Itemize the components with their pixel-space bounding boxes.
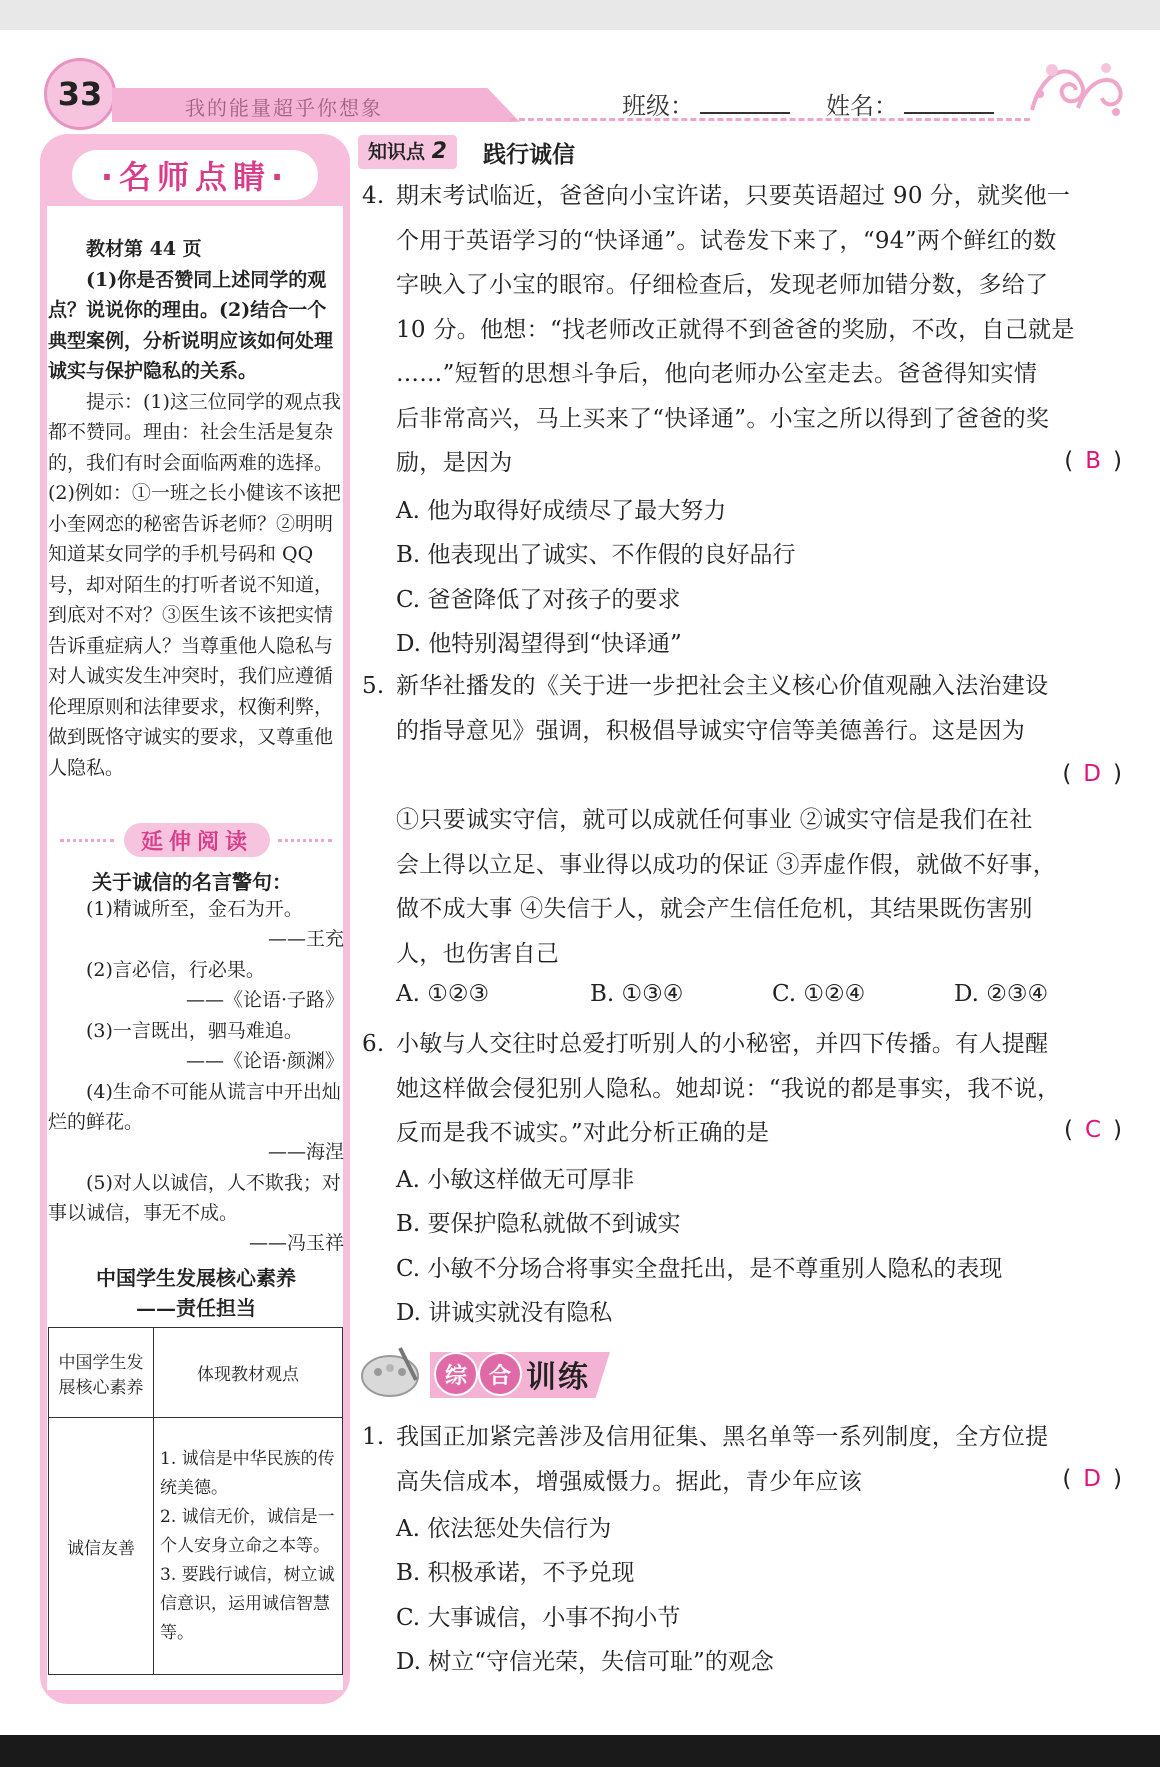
top-margin (0, 0, 1160, 30)
question-line: 的指导意见》强调，积极倡导诚实守信等美德善行。这是因为 (396, 717, 1026, 744)
option: C. 大事诚信，小事不拘小节 (396, 1605, 681, 1631)
q5-options (396, 981, 1116, 1007)
extended-reading-header (56, 823, 336, 857)
name-blank (904, 112, 994, 114)
question-number: 4. (362, 183, 385, 209)
statement-line: 做不成大事 ④失信于人，就会产生信任危机，其结果既伤害别 (396, 896, 1033, 922)
question-number: 1. (362, 1424, 385, 1450)
answer-letter: D (1083, 1466, 1102, 1492)
quote-source: ——《论语·子路》 (185, 989, 344, 1011)
question-line: 高失信成本，增强威慑力。据此，青少年应该 (396, 1468, 862, 1495)
answer-letter: D (1083, 761, 1102, 787)
question-line: 她这样做会侵犯别人隐私。她却说：“我说的都是事实，我不说， (396, 1075, 1061, 1102)
option: B. ①③④ (590, 981, 684, 1007)
sidebar-body (48, 234, 344, 783)
answer-letter: B (1085, 448, 1102, 474)
sidebar-question: (1)你是否赞同上述同学的观点？说说你的理由。(2)结合一个典型案例，分析说明应该如何处理诚实与保护隐私的关系。 (48, 268, 334, 382)
knowledge-point-header (358, 134, 575, 170)
knowledge-point-title: 践行诚信 (482, 141, 575, 168)
answer-q4: ( B ) (1064, 448, 1122, 474)
question-line: 后非常高兴，马上买来了“快译通”。小宝之所以得到了爸爸的奖 (396, 405, 1050, 432)
floral-ornament-icon (1022, 50, 1126, 124)
section-char: 综 (434, 1352, 478, 1396)
quote-text: (3)一言既出，驷马难追。 (86, 1020, 303, 1042)
quote-text: (1)精诚所至，金石为开。 (86, 898, 303, 920)
question-line: 10 分。他想：“找老师改正就得不到爸爸的奖励，不改，自己就是 (396, 316, 1075, 343)
question-line: 励，是因为 (396, 450, 513, 476)
question-line: 反而是我不诚实。”对此分析正确的是 (396, 1120, 770, 1146)
option: D. 他特别渴望得到“快译通” (396, 631, 682, 657)
question-line: 字映入了小宝的眼帘。仔细检查后，发现老师加错分数，多给了 (396, 272, 1049, 298)
dotted-divider (60, 839, 114, 842)
statement-line: 人，也伤害自己 (396, 940, 560, 967)
answer-q6: ( C ) (1063, 1117, 1122, 1143)
option: D. ②③④ (954, 981, 1049, 1007)
sidebar-title: ·名师点睛· (72, 150, 318, 200)
statement-line: 会上得以立足、事业得以成功的保证 ③弄虚作假，就做不好事， (396, 851, 1057, 878)
quote-source: ——《论语·颜渊》 (185, 1050, 344, 1072)
option: B. 积极承诺，不予兑现 (396, 1560, 635, 1586)
question-line: ……”短暂的思想斗争后，他向老师办公室走去。爸爸得知实情 (396, 361, 1038, 387)
option: B. 他表现出了诚实、不作假的良好品行 (396, 542, 796, 568)
question-4 (362, 174, 1122, 486)
option: C. 爸爸降低了对孩子的要求 (396, 587, 681, 613)
slogan: 我的能量超乎你想象 (185, 96, 383, 120)
extended-reading-tag: 延伸阅读 (124, 823, 270, 857)
quotes-title: 关于诚信的名言警句： (92, 870, 292, 894)
question-number: 5. (362, 673, 385, 699)
option: A. ①②③ (396, 981, 490, 1007)
answer-q5: ( D ) (1062, 761, 1122, 787)
table-cell-left: 诚信友善 (49, 1418, 154, 1675)
option: B. 要保护隐私就做不到诚实 (396, 1211, 681, 1237)
core-literacy-table (48, 1327, 343, 1675)
question-number: 6. (362, 1031, 385, 1057)
class-label: 班级： (622, 92, 694, 120)
palette-icon (360, 1344, 424, 1400)
header-divider (510, 118, 1030, 121)
class-blank (700, 112, 790, 114)
quote-text: (5)对人以诚信，人不欺我；对事以诚信，事无不成。 (48, 1172, 341, 1224)
section-header (360, 1340, 620, 1402)
textbook-ref: 教材第 44 页 (86, 238, 202, 260)
option: D. 讲诚实就没有隐私 (396, 1300, 613, 1326)
option: C. ①②④ (772, 981, 866, 1007)
q5-statements (396, 798, 1122, 976)
option: A. 小敏这样做无可厚非 (396, 1167, 635, 1193)
question-line: 个用于英语学习的“快译通”。试卷发下来了，“94”两个鲜红的数 (396, 227, 1057, 254)
knowledge-tag-label: 知识点 (368, 141, 426, 163)
statement-line: ①只要诚实守信，就可以成就任何事业 ②诚实守信是我们在社 (396, 807, 1033, 833)
quote-text: (2)言必信，行必果。 (86, 959, 265, 981)
core-subtitle: ——责任担当 (136, 1296, 256, 1320)
table-header-left: 中国学生发展核心素养 (49, 1328, 154, 1418)
answer-letter: C (1084, 1117, 1102, 1143)
question-line: 小敏与人交往时总爱打听别人的小秘密，并四下传播。有人提醒 (396, 1031, 1049, 1057)
knowledge-point-tag (358, 135, 457, 169)
table-cell-right: 1. 诚信是中华民族的传统美德。 2. 诚信无价，诚信是一个人安身立命之本等。 3. 要践行诚信，树立诚信意识，运用诚信智慧等。 (154, 1418, 343, 1675)
sidebar-hint: 提示：(1)这三位同学的观点我都不赞同。理由：社会生活是复杂的，我们有时会面临两难的选择。(2)例如：①一班之长小健该不该把小奎网恋的秘密告诉老师？②明明知道某女同学的手机号码和 QQ 号，却对陌生的打听者说不知道，到底对不对？③医生该不该把实情告诉重症病人？当尊重他人隐私与对人诚实发生冲突时，我们应遵循伦理原则和法律要求，权衡利弊，做到既恪守诚实的要求，又尊重他人隐私。 (48, 390, 341, 779)
quote-source: ——王充 (267, 928, 344, 950)
question-line: 我国正加紧完善涉及信用征集、黑名单等一系列制度，全方位提 (396, 1424, 1049, 1450)
bottom-margin (0, 1735, 1160, 1767)
question-line: 新华社播发的《关于进一步把社会主义核心价值观融入法治建设 (396, 673, 1049, 699)
question-5 (362, 664, 1122, 753)
option: C. 小敏不分场合将事实全盘托出，是不尊重别人隐私的表现 (396, 1256, 1003, 1282)
quote-source: ——冯玉祥 (248, 1232, 344, 1254)
option: A. 依法惩处失信行为 (396, 1516, 612, 1542)
core-title: 中国学生发展核心素养 (96, 1266, 296, 1290)
table-header-right: 体现教材观点 (154, 1328, 343, 1418)
answer-z1: ( D ) (1062, 1466, 1122, 1492)
section-char: 合 (478, 1352, 522, 1396)
option: A. 他为取得好成绩尽了最大努力 (396, 498, 727, 524)
knowledge-tag-number: 2 (431, 139, 447, 164)
quote-source: ——海涅 (267, 1141, 344, 1163)
name-label: 姓名： (826, 92, 898, 120)
section-title: 训练 (526, 1360, 590, 1395)
option: D. 树立“守信光荣，失信可耻”的观念 (396, 1649, 774, 1675)
quote-text: (4)生命不可能从谎言中开出灿烂的鲜花。 (48, 1081, 341, 1133)
question-6 (362, 1022, 1122, 1156)
comprehensive-question-1 (362, 1415, 1122, 1504)
question-line: 期末考试临近，爸爸向小宝许诺，只要英语超过 90 分，就奖他一 (396, 183, 1071, 209)
dotted-divider (278, 839, 332, 842)
page-number: 33 (44, 58, 116, 130)
